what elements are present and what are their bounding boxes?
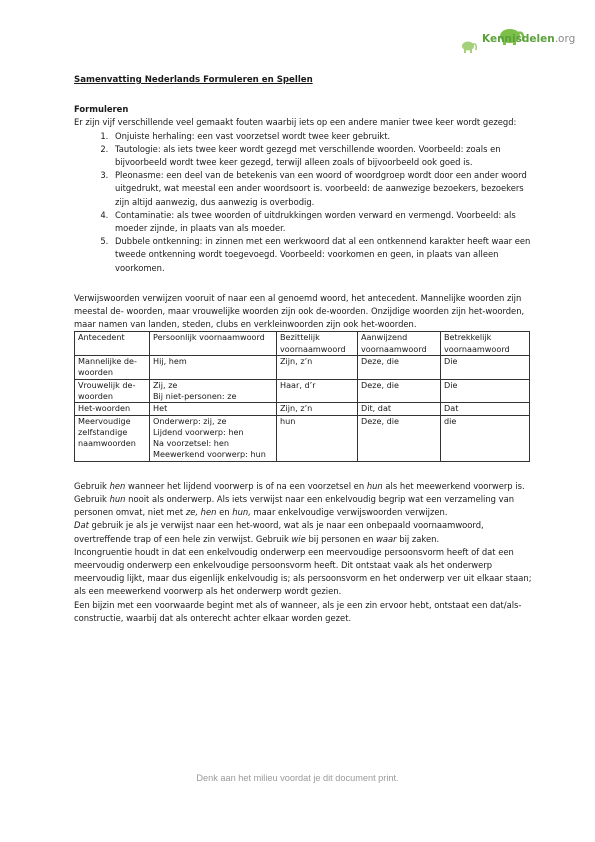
table-cell: Zijn, z’n (277, 403, 358, 415)
document-body (74, 74, 532, 625)
table-cell: Hij, hem (150, 356, 277, 380)
table-cell: Zij, ze Bij niet-personen: ze (150, 379, 277, 403)
table-row (75, 356, 530, 380)
table-row (75, 379, 530, 403)
table-cell: die (441, 415, 530, 461)
verwijswoorden-table (74, 331, 530, 461)
table-header-cell: Antecedent (75, 332, 150, 356)
list-item: 4. Contaminatie: als twee woorden of uitdrukkingen worden verward en vermengd. Voorbeeld: als moeder zijnde, in plaats van als moeder. (111, 209, 532, 235)
table-header-cell: Betrekkelijk voornaamwoord (441, 332, 530, 356)
kennisdelen-logo (460, 18, 575, 60)
verwijswoorden-paragraph: Verwijswoorden verwijzen vooruit of naar een al genoemd woord, het antecedent. Mannelijke woorden zijn meestal de- woorden, maar vrouwelijke woorden zijn ook de-woorden. Onzijdige woorden zijn het-woorden, maar namen van landen, steden, clubs en verkleinwoorden zijn ook het-woorden. (74, 292, 525, 330)
table-cell: Dit, dat (358, 403, 441, 415)
list-item: 3. Pleonasme: een deel van de betekenis van een woord of woordgroep wordt door een ander woord uitgedrukt, wat meestal een ander woordsoort is. voorbeeld: de aanwezige bezoekers, bezoekers zijn altijd aanwezig, dus aanwezig is overbodig. (111, 169, 532, 209)
table-cell: Het (150, 403, 277, 415)
table-cell: Die (441, 356, 530, 380)
table-cell: Onderwerp: zij, ze Lijdend voorwerp: hen Na voorzetsel: hen Meewerkend voorwerp: hun (150, 415, 277, 461)
formuleren-intro: Er zijn vijf verschillende veel gemaakt fouten waarbij iets op een andere manier twee keer wordt gezegd: (74, 117, 517, 128)
section-heading-formuleren: Formuleren (74, 104, 129, 115)
dat-wat-paragraph: Dat gebruik je als je verwijst naar een het-woord, wat als je naar een onbepaald voornaamwoord, overtreffende trap of een hele zin verwijst. Gebruik wie bij personen en waar bij zaken. (74, 520, 484, 544)
bijzin-paragraph: Een bijzin met een voorwaarde begint met als of wanneer, als je een zin ervoor hebt, ontstaat een dat/als-constructie, waarbij dat als onterecht achter elkaar worden gezet. (74, 599, 522, 623)
table-cell: Die (441, 379, 530, 403)
footer-note: Denk aan het milieu voordat je dit document print. (196, 773, 399, 783)
table-cell: Vrouwelijk de-woorden (75, 379, 150, 403)
list-item: 1. Onjuiste herhaling: een vast voorzetsel wordt twee keer gebruikt. (111, 130, 532, 143)
table-header-cell: Bezittelijk voornaamwoord (277, 332, 358, 356)
table-cell: hun (277, 415, 358, 461)
list-item: 2. Tautologie: als iets twee keer wordt gezegd met verschillende woorden. Voorbeeld: zoals en bijvoorbeeld wordt twee keer gezegd, terwijl alleen zoals of bijvoorbeeld ook goed is. (111, 143, 532, 169)
table-header-cell: Aanwijzend voornaamwoord (358, 332, 441, 356)
table-header-cell: Persoonlijk voornaamwoord (150, 332, 277, 356)
table-cell: Meervoudige zelfstandige naamwoorden (75, 415, 150, 461)
table-cell: Deze, die (358, 356, 441, 380)
table-cell: Mannelijke de-woorden (75, 356, 150, 380)
list-item: 5. Dubbele ontkenning: in zinnen met een werkwoord dat al een ontkennend karakter heeft waar een tweede ontkenning wordt toegevoegd. Voorbeeld: voorkomen en geen, in plaats van alleen voorkomen. (111, 235, 532, 275)
incongruentie-paragraph: Incongruentie houdt in dat een enkelvoudig onderwerp een meervoudige persoonsvorm heeft of dat een meervoudig onderwerp een enkelvoudige persoonsvorm heeft. Dit ontstaat vaak als het onderwerp meervoudig lijkt, maar dus eigenlijk enkelvoudig is; als persoonsvorm en het onderwerp ver uit elkaar staan; als een meewerkend voorwerp als het onderwerp wordt gezien. (74, 546, 532, 597)
table-header-row (75, 332, 530, 356)
hen-hun-paragraph: Gebruik hen wanneer het lijdend voorwerp is of na een voorzetsel en hun als het meewerkend voorwerp is. Gebruik hun nooit als onderwerp. Als iets verwijst naar een enkelvoudig begrip wat een verzameling van personen omvat, niet met ze, hen en hun, maar enkelvoudige verwijswoorden verwijzen. (74, 480, 525, 518)
document-title: Samenvatting Nederlands Formuleren en Spellen (74, 75, 313, 85)
table-cell: Het-woorden (75, 403, 150, 415)
table-cell: Deze, die (358, 379, 441, 403)
logo-text: Kennisdelen.org (482, 33, 576, 45)
table-cell: Haar, d’r (277, 379, 358, 403)
table-row (75, 415, 530, 461)
table-cell: Zijn, z’n (277, 356, 358, 380)
table-cell: Deze, die (358, 415, 441, 461)
table-cell: Dat (441, 403, 530, 415)
fouten-list (74, 130, 532, 275)
table-row (75, 403, 530, 415)
